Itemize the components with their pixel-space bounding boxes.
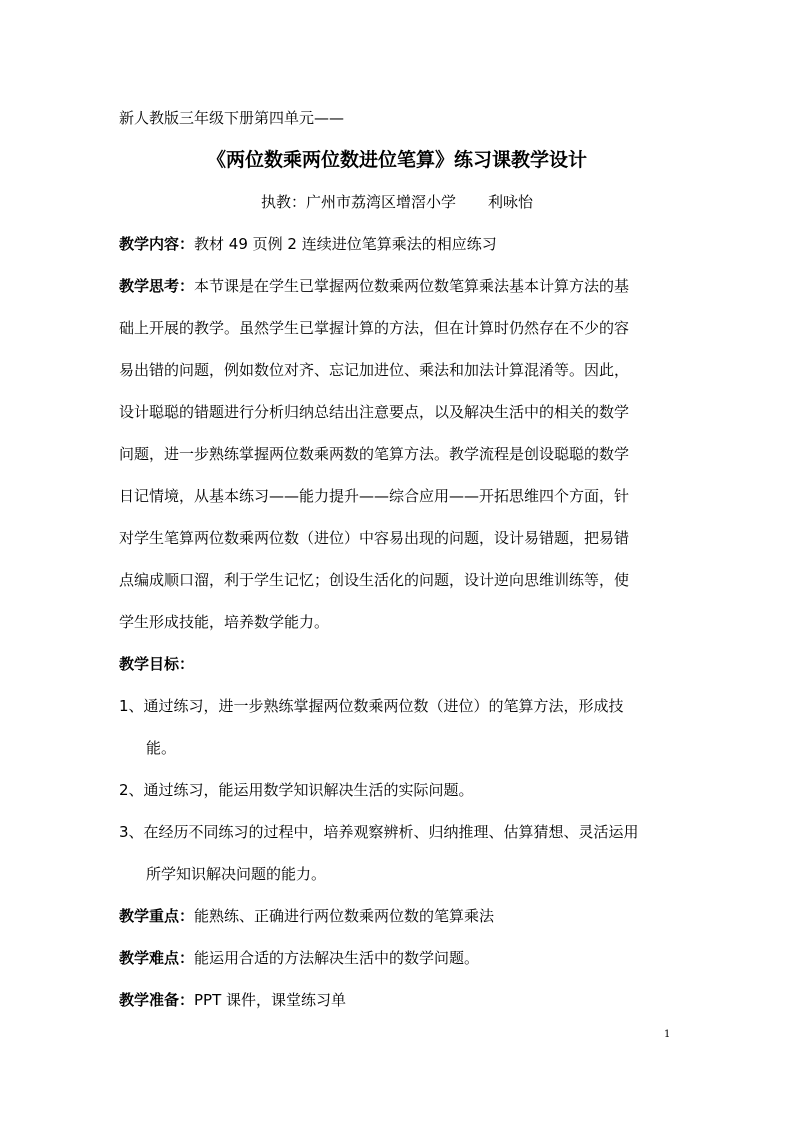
thinking-line: 易出错的问题，例如数位对齐、忘记加进位、乘法和加法计算混淆等。因此， xyxy=(119,361,630,379)
preparation-section xyxy=(119,990,346,1010)
teacher-name: 利咏怡 xyxy=(488,193,534,211)
byline xyxy=(0,192,794,212)
content-section xyxy=(119,234,497,254)
page-number: 1 xyxy=(664,1029,671,1040)
thinking-line: 础上开展的教学。虽然学生已掌握计算的方法，但在计算时仍然存在不少的容 xyxy=(119,319,630,337)
difficulty-text: 能运用合适的方法解决生活中的数学问题。 xyxy=(194,949,480,967)
thinking-label: 教学思考： xyxy=(119,277,195,295)
goal-item-3-line1: 3、在经历不同练习的过程中，培养观察辨析、归纳推理、估算猜想、灵活运用 xyxy=(119,823,639,841)
thinking-line: 对学生笔算两位数乘两位数（进位）中容易出现的问题，设计易错题，把易错 xyxy=(119,529,630,547)
thinking-line: 本节课是在学生已掌握两位数乘两位数笔算乘法基本计算方法的基 xyxy=(194,277,630,295)
content-label: 教学内容： xyxy=(119,235,195,253)
teacher-school: 执教：广州市荔湾区增滘小学 xyxy=(260,193,456,211)
key-point-section xyxy=(119,906,494,926)
page-title: 《两位数乘两位数进位笔算》练习课教学设计 xyxy=(206,149,587,171)
preparation-label: 教学准备： xyxy=(119,991,195,1009)
goals-label: 教学目标： xyxy=(119,655,195,673)
preparation-text: PPT 课件，课堂练习单 xyxy=(194,991,347,1009)
goal-item-1-line1: 1、通过练习，进一步熟练掌握两位数乘两位数（进位）的笔算方法，形成技 xyxy=(119,697,624,715)
difficulty-label: 教学难点： xyxy=(119,949,195,967)
key-point-label: 教学重点： xyxy=(119,907,195,925)
thinking-line: 问题，进一步熟练掌握两位数乘两数的笔算方法。教学流程是创设聪聪的数学 xyxy=(119,445,630,463)
thinking-line: 日记情境，从基本练习——能力提升——综合应用——开拓思维四个方面，针 xyxy=(119,487,630,505)
goal-item-1-line2: 能。 xyxy=(146,739,177,757)
content-text: 教材 49 页例 2 连续进位笔算乘法的相应练习 xyxy=(194,235,497,253)
thinking-line: 点编成顺口溜，利于学生记忆；创设生活化的问题，设计逆向思维训练等，使 xyxy=(119,571,630,589)
thinking-line: 设计聪聪的错题进行分析归纳总结出注意要点，以及解决生活中的相关的数学 xyxy=(119,403,630,421)
key-point-text: 能熟练、正确进行两位数乘两位数的笔算乘法 xyxy=(194,907,495,925)
thinking-section-first-line xyxy=(119,276,629,296)
thinking-line: 学生形成技能，培养数学能力。 xyxy=(119,613,330,631)
header-line: 新人教版三年级下册第四单元—— xyxy=(119,109,345,127)
difficulty-section xyxy=(119,948,479,968)
goal-item-2: 2、通过练习，能运用数学知识解决生活的实际问题。 xyxy=(119,781,474,799)
goal-item-3-line2: 所学知识解决问题的能力。 xyxy=(146,865,327,883)
